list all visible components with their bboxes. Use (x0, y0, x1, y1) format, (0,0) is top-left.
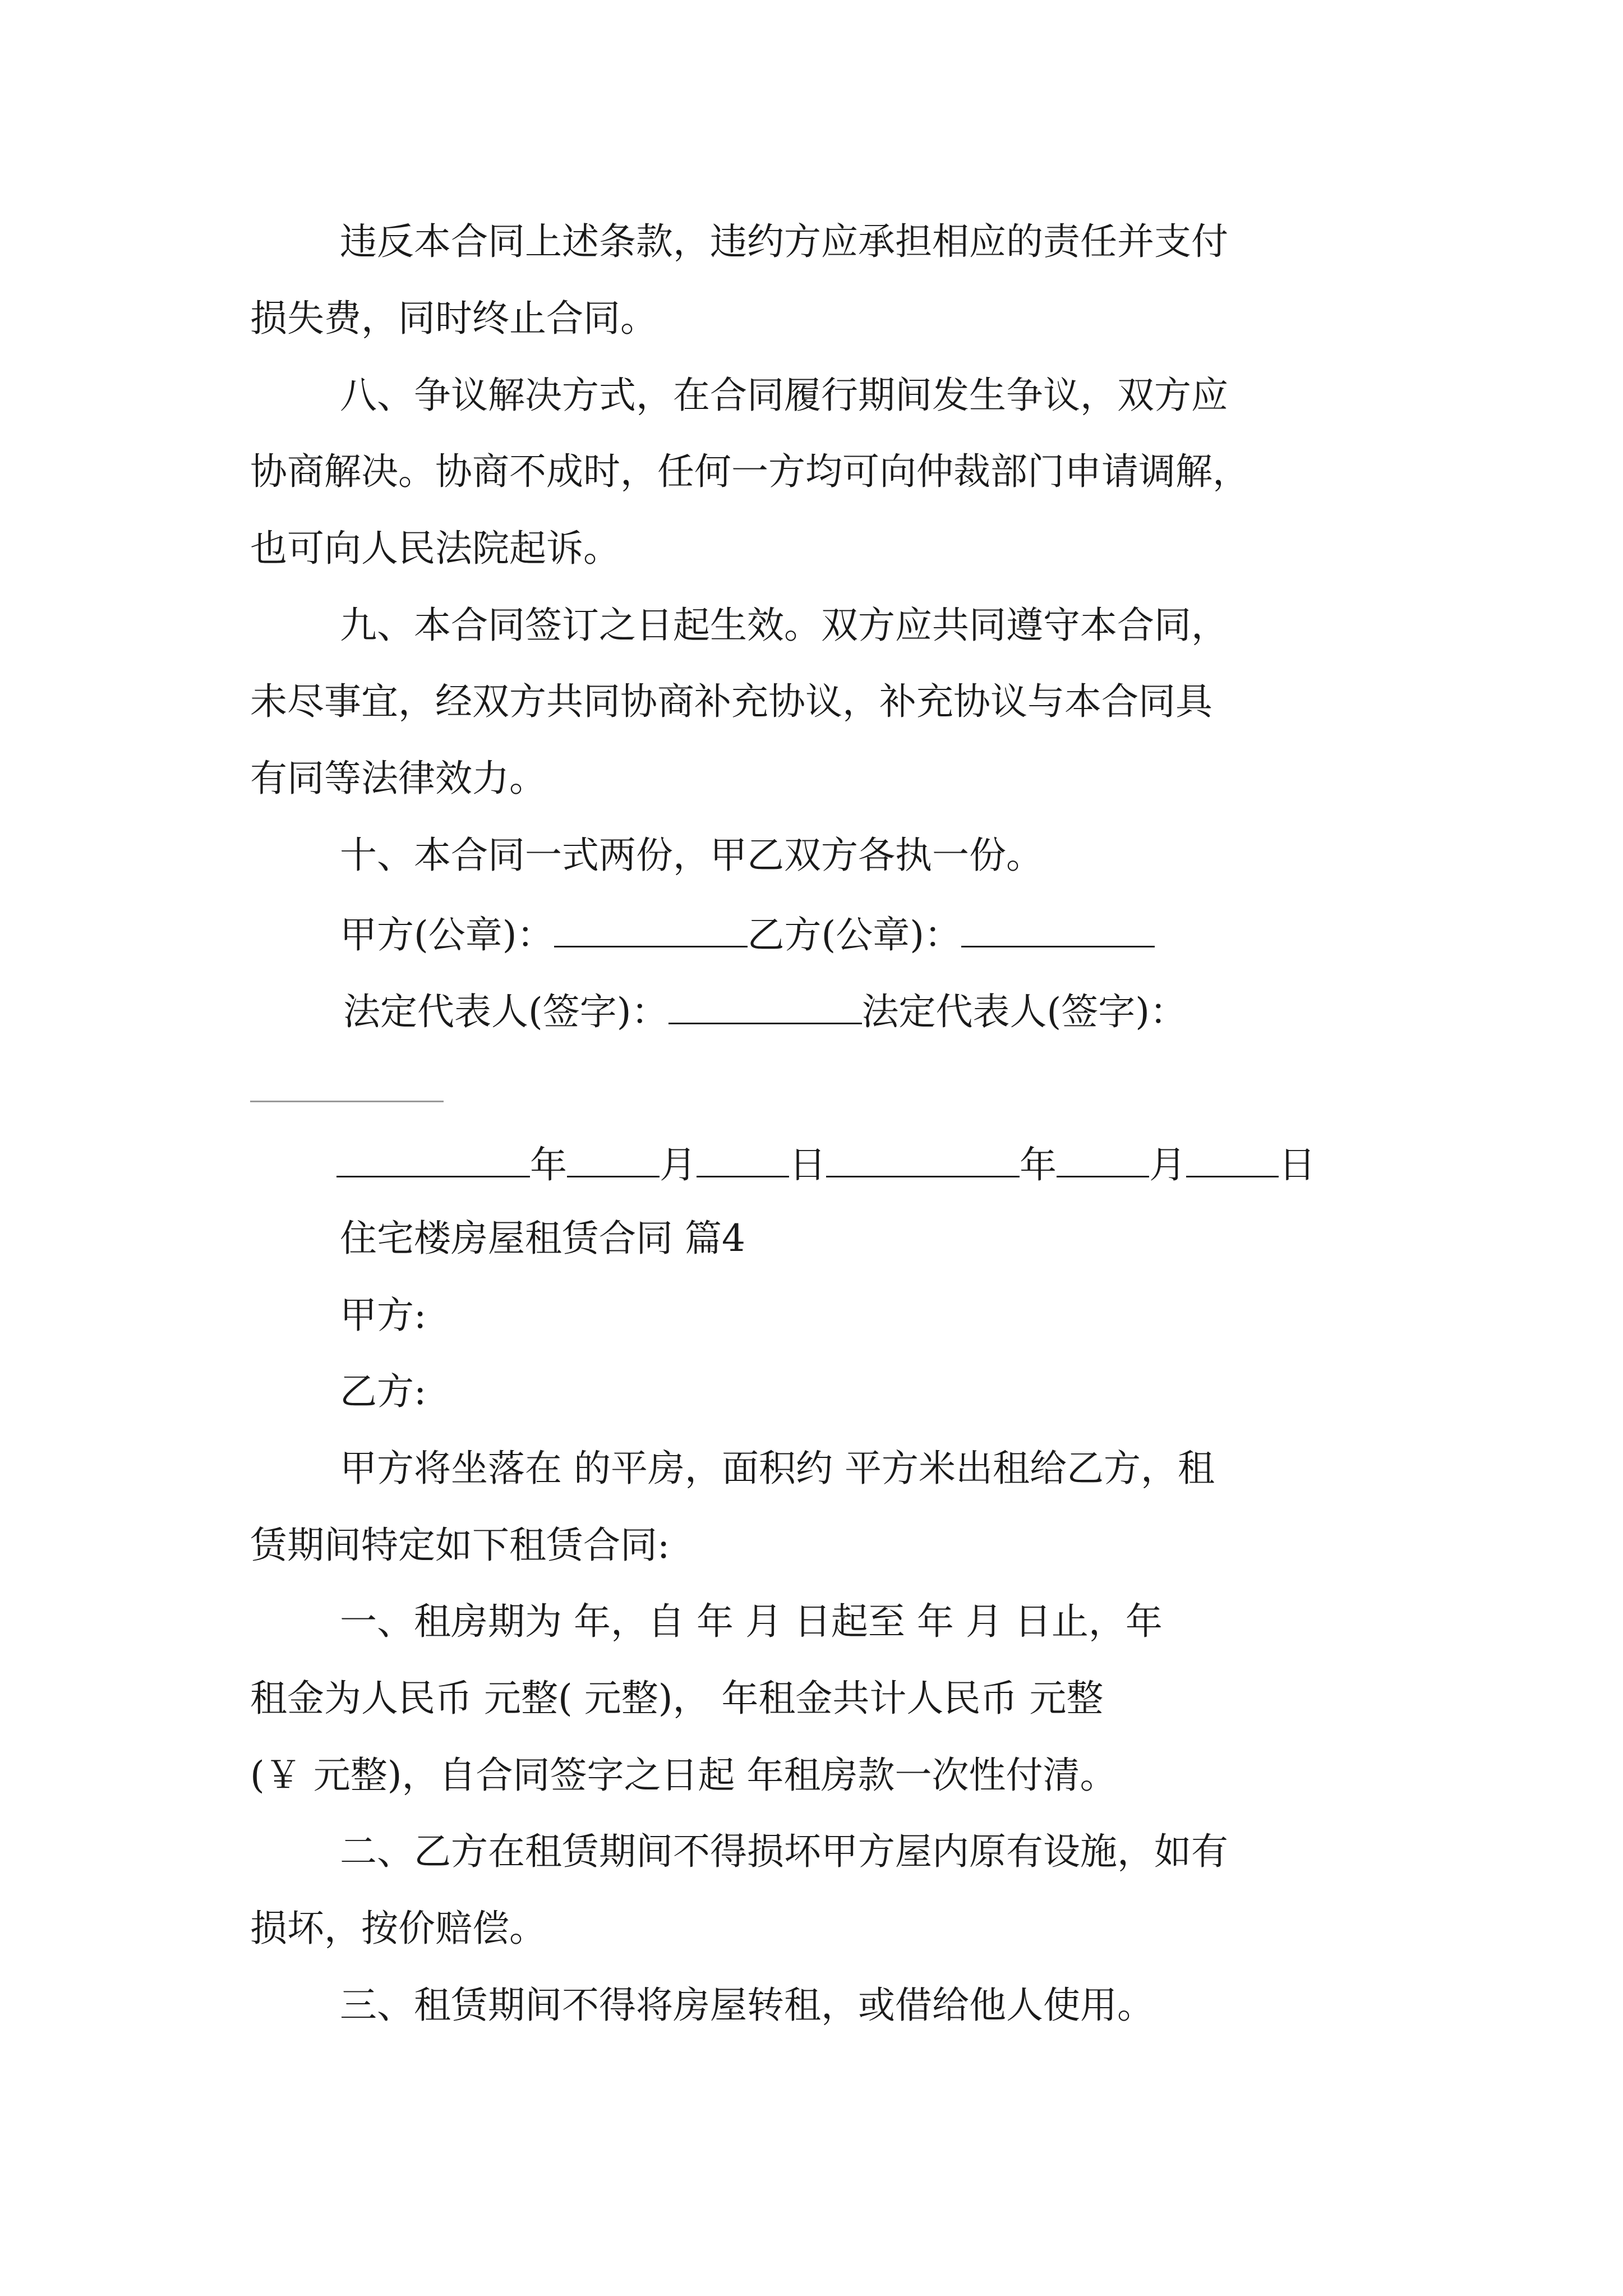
month-b-label: 月 (1149, 1143, 1186, 1186)
paragraph-line: 九、本合同签订之日起生效。双方应共同遵守本合同， (340, 604, 1228, 647)
paragraph-line: 二、乙方在租赁期间不得损坏甲方屋内原有设施，如有 (340, 1830, 1228, 1873)
month-b-blank (1057, 1143, 1149, 1177)
paragraph-line: 违反本合同上述条款，违约方应承担相应的责任并支付 (340, 220, 1228, 263)
paragraph-line: 未尽事宜，经双方共同协商补充协议，补充协议与本合同具 (250, 680, 1212, 723)
representative-line (343, 990, 1187, 1033)
paragraph-line: 甲方将坐落在 的平房，面积约 平方米出租给乙方，租 (340, 1447, 1215, 1490)
paragraph-line: 损坏，按价赔偿。 (250, 1907, 546, 1950)
paragraph-line: 十、本合同一式两份，甲乙双方各执一份。 (340, 834, 1043, 877)
paragraph-line: 损失费，同时终止合同。 (250, 297, 657, 340)
paragraph-line: 协商解决。协商不成时，任何一方均可向仲裁部门申请调解， (250, 450, 1249, 493)
year-a-label: 年 (530, 1143, 567, 1186)
section-heading (340, 1217, 745, 1260)
rep-b-blank (250, 1101, 444, 1102)
paragraph-line: 租金为人民币 元整( 元整)， 年租金共计人民币 元整 (250, 1677, 1104, 1720)
section-title: 住宅楼房屋租赁合同 (340, 1217, 673, 1260)
paragraph-line: 有同等法律效力。 (250, 757, 546, 800)
party-b-line: 乙方: (340, 1370, 427, 1413)
party-b-seal-label: 乙方(公章)： (747, 913, 961, 956)
rep-b-label: 法定代表人(签字)： (861, 990, 1187, 1033)
month-a-label: 月 (660, 1143, 697, 1186)
paragraph-line: 一、租房期为 年，自 年 月 日起至 年 月 日止，年 (340, 1600, 1163, 1643)
day-b-label: 日 (1279, 1143, 1316, 1186)
day-a-label: 日 (789, 1143, 826, 1186)
rep-a-label: 法定代表人(签字)： (343, 990, 668, 1033)
section-label: 篇4 (684, 1217, 745, 1260)
seal-line (340, 913, 1155, 954)
party-b-seal-blank (961, 913, 1155, 947)
rep-a-blank (668, 990, 862, 1024)
party-a-seal-blank (554, 913, 748, 947)
day-a-blank (697, 1143, 789, 1177)
month-a-blank (567, 1143, 660, 1177)
date-line (336, 1143, 1316, 1184)
paragraph-line: 赁期间特定如下租赁合同: (250, 1524, 670, 1567)
paragraph-line: 三、租赁期间不得将房屋转租，或借给他人使用。 (340, 1984, 1154, 2027)
year-a-blank (336, 1143, 530, 1177)
year-b-label: 年 (1020, 1143, 1057, 1186)
paragraph-line: 也可向人民法院起诉。 (250, 527, 620, 570)
party-a-line: 甲方: (340, 1294, 427, 1337)
paragraph-line: (￥ 元整)，自合同签字之日起 年租房款一次性付清。 (250, 1754, 1117, 1797)
day-b-blank (1186, 1143, 1279, 1177)
paragraph-line: 八、争议解决方式，在合同履行期间发生争议，双方应 (340, 374, 1228, 417)
party-a-seal-label: 甲方(公章)： (340, 913, 554, 956)
year-b-blank (826, 1143, 1020, 1177)
